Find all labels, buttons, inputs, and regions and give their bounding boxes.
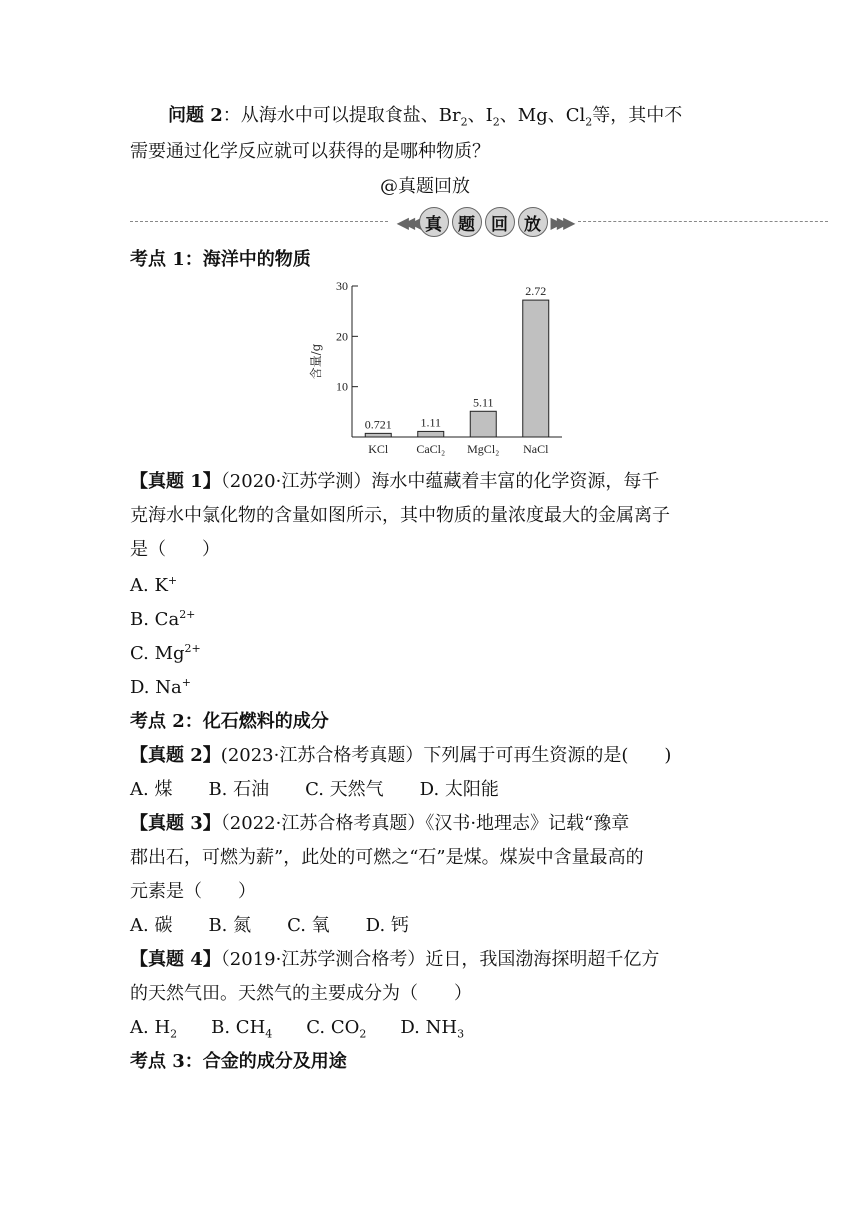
question-2b-tag: 【真题 2】	[130, 745, 221, 766]
section-3-title: 考点 3：合金的成分及用途	[130, 1051, 347, 1072]
question-2b-line: 【真题 2】(2023·江苏合格考真题）下列属于可再生资源的是( )	[130, 745, 672, 766]
review-link[interactable]: @真题回放	[380, 176, 470, 197]
banner-rule-right	[578, 221, 828, 222]
data-label: 2.72	[525, 284, 547, 299]
banner-left-arrows-icon: ◀◀◀	[396, 212, 416, 232]
banner-right-arrows-icon: ▶▶▶	[550, 212, 570, 232]
question-2-line1: 问题 2：从海水中可以提取食盐、$Br_2$、$I_2$、Mg、$Cl_2$等，其中不	[168, 105, 683, 129]
y-tick-label: 30	[336, 279, 348, 293]
question-4-tag: 【真题 4】	[130, 949, 221, 970]
banner-char: 真	[419, 207, 449, 237]
question-3-line3: 元素是（ ）	[130, 881, 256, 902]
question-4-options[interactable]: A. $H_2$ B. $CH_4$ C. $CO_2$ D. $NH_3$	[130, 1017, 465, 1041]
banner-char: 放	[518, 207, 548, 237]
option-c[interactable]: C. $Mg^{2+}$	[130, 642, 201, 664]
option-d[interactable]: D. Na+	[130, 676, 191, 698]
question-2b-options[interactable]: A. 煤 B. 石油 C. 天然气 D. 太阳能	[130, 779, 499, 800]
question-3-line2: 郡出石，可燃为薪”，此处的可燃之“石”是煤。煤炭中含量最高的	[130, 847, 644, 868]
banner-rule-left	[130, 221, 388, 222]
question-1-line3: 是（ ）	[130, 539, 220, 560]
review-banner	[130, 204, 828, 240]
question-1-line2: 克海水中氯化物的含量如图所示，其中物质的量浓度最大的金属离子	[130, 505, 670, 526]
question-3-options[interactable]: A. 碳 B. 氮 C. 氧 D. 钙	[130, 915, 409, 936]
chloride-bar-chart	[300, 276, 570, 460]
section-2-title: 考点 2：化石燃料的成分	[130, 711, 329, 732]
question-2-label: 问题 2	[168, 105, 223, 126]
data-label: 5.11	[472, 395, 494, 410]
x-tick-label: CaCl₂	[416, 442, 446, 456]
y-tick-label: 10	[336, 379, 348, 394]
bar	[365, 433, 391, 437]
banner-badge	[392, 204, 574, 240]
banner-char: 回	[485, 207, 515, 237]
question-1-line1: 【真题 1】（2020·江苏学测）海水中蕴藏着丰富的化学资源，每千	[130, 471, 660, 492]
question-1-tag: 【真题 1】	[130, 471, 221, 492]
question-4-line1: 【真题 4】（2019·江苏学测合格考）近日，我国渤海探明超千亿方	[130, 949, 660, 970]
data-label: 1.11	[420, 415, 442, 430]
option-a[interactable]: A. K+	[130, 574, 178, 596]
banner-char: 题	[452, 207, 482, 237]
x-tick-label: KCl	[368, 442, 389, 456]
question-3-line1: 【真题 3】（2022·江苏合格考真题）《汉书·地理志》记载“豫章	[130, 813, 630, 834]
section-1-title: 考点 1：海洋中的物质	[130, 249, 311, 270]
data-label: 0.721	[364, 417, 392, 432]
option-b[interactable]: B. $Ca^{2+}$	[130, 608, 196, 630]
x-tick-label: NaCl	[523, 442, 549, 456]
x-tick-label: MgCl₂	[467, 442, 500, 456]
bar	[470, 411, 496, 437]
question-4-line2: 的天然气田。天然气的主要成分为（ ）	[130, 983, 472, 1004]
bar	[418, 431, 444, 437]
y-tick-label: 20	[336, 329, 348, 344]
y-axis-label: 含量/g	[309, 343, 323, 380]
bar	[523, 300, 549, 437]
question-2-line2: 需要通过化学反应就可以获得的是哪种物质？	[130, 141, 490, 162]
question-3-tag: 【真题 3】	[130, 813, 221, 834]
